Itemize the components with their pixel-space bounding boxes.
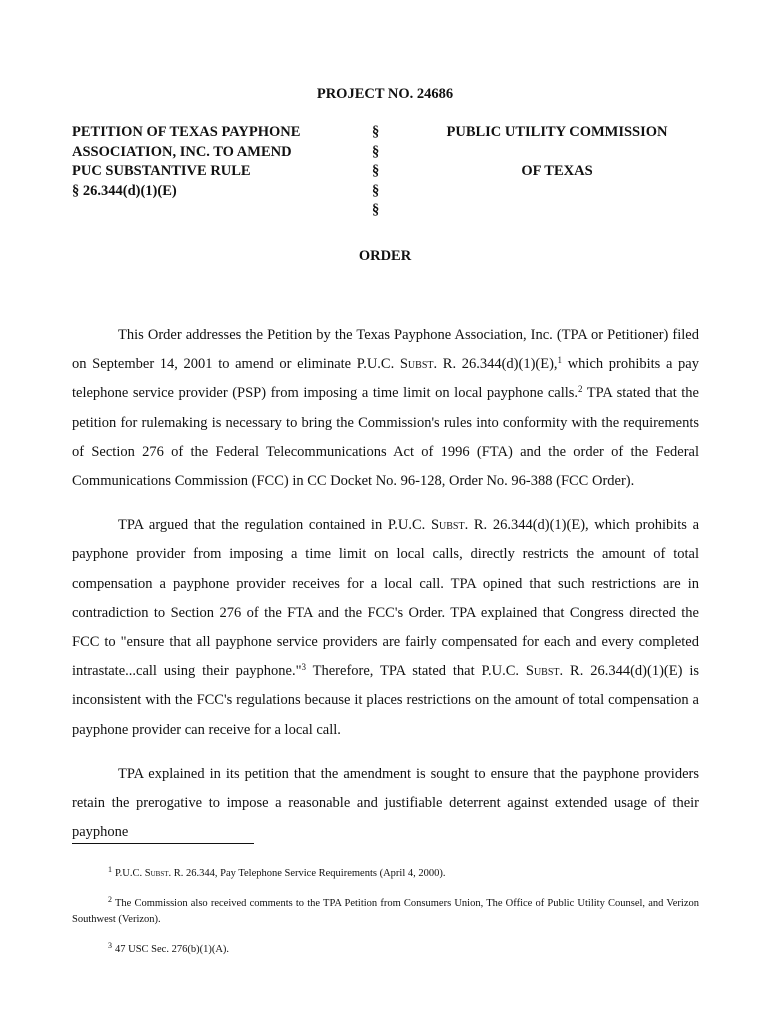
footnote-number: 2 — [108, 895, 112, 904]
order-body — [72, 321, 699, 847]
caption-left — [72, 123, 342, 201]
footnote-1 — [72, 866, 699, 882]
text-run: Subst — [525, 663, 560, 680]
paragraph-2 — [72, 511, 699, 745]
footnote-divider — [72, 843, 254, 844]
footnote-ref-1: 1 — [557, 355, 563, 366]
caption-right — [412, 123, 702, 201]
commission-state: OF TEXAS — [521, 163, 593, 179]
text-run: Therefore, TPA stated that P.U.C. — [306, 663, 526, 680]
section-symbols — [372, 123, 392, 221]
caption-line: § 26.344(d)(1)(E) — [72, 182, 177, 199]
footnote-ref-2: 2 — [578, 384, 583, 395]
section-symbol: § — [372, 143, 380, 160]
footnote-number: 3 — [108, 941, 112, 950]
footnote-ref-3: 3 — [301, 662, 307, 673]
footnote-2 — [72, 896, 699, 928]
text-run: TPA stated that the petition for rulemaking is necessary to bring the Commission's rules into conformity with the requirements of Section 276 of the Federal Telecommunications Act of 1996 (FTA) and the order of the Federal Communications Commission (FCC) in CC Docket No. 96-128, Order No. 96-388 (FCC Order). — [72, 385, 699, 490]
footnote-3 — [72, 942, 699, 958]
section-symbol: § — [372, 202, 380, 218]
text-run: which prohibits a pay telephone service provider (PSP) from imposing a time limit on local payphone calls. — [72, 356, 699, 402]
case-caption — [72, 123, 702, 223]
text-run: Subst — [399, 356, 434, 373]
text-run: P.U.C. — [115, 868, 145, 879]
section-symbol: § — [372, 182, 380, 199]
text-run: Subst — [430, 517, 465, 534]
order-title: ORDER — [358, 248, 412, 264]
caption-line: PUC SUBSTANTIVE RULE — [72, 163, 251, 179]
text-run: . R. 26.344, Pay Telephone Service Requirements (April 4, 2000). — [168, 868, 446, 879]
text-run: TPA argued that the regulation contained in P.U.C. — [118, 517, 431, 534]
text-run: . R. 26.344(d)(1)(E), which prohibits a payphone provider from imposing a time limit on local calls, directly restricts the amount of total compensation a payphone provider receives for a local call. TPA opined that such restrictions are in contradiction to Section 276 of the FTA and the FCC's Order. TPA explained that Congress directed the FCC to "ensure that all payphone service providers are fairly compensated for each and every completed intrastate...call using their payphone." — [72, 517, 700, 680]
caption-line: ASSOCIATION, INC. TO AMEND — [72, 143, 292, 160]
text-run: The Commission also received comments to the TPA Petition from Consumers Union, The Office of Public Utility Counsel, and Verizon Southwest (Verizon). — [72, 898, 699, 925]
section-symbol: § — [372, 124, 380, 140]
paragraph-1 — [72, 321, 699, 496]
text-run: This Order addresses the Petition by the Texas Payphone Association, Inc. (TPA or Petitioner) filed on September 14, 2001 to amend or eliminate P.U.C. — [72, 327, 699, 373]
text-run: . R. 26.344(d)(1)(E) is inconsistent with the FCC's regulations because it places restrictions on the amount of total compensation a payphone provider can receive for a local call. — [72, 663, 699, 738]
commission-name: PUBLIC UTILITY COMMISSION — [446, 124, 668, 140]
project-number: PROJECT NO. 24686 — [316, 86, 454, 102]
caption-line: PETITION OF TEXAS PAYPHONE — [72, 124, 301, 140]
text-run: Subst — [144, 868, 169, 879]
footnote-number: 1 — [108, 865, 112, 874]
text-run: . R. 26.344(d)(1)(E), — [433, 356, 558, 373]
footnotes — [72, 866, 699, 972]
paragraph-3: TPA explained in its petition that the amendment is sought to ensure that the payphone providers retain the prerogative to impose a reasonable and justifiable deterrent against extended usage of their payphone — [72, 765, 699, 841]
section-symbol: § — [372, 163, 380, 179]
text-run: 47 USC Sec. 276(b)(1)(A). — [115, 944, 230, 955]
